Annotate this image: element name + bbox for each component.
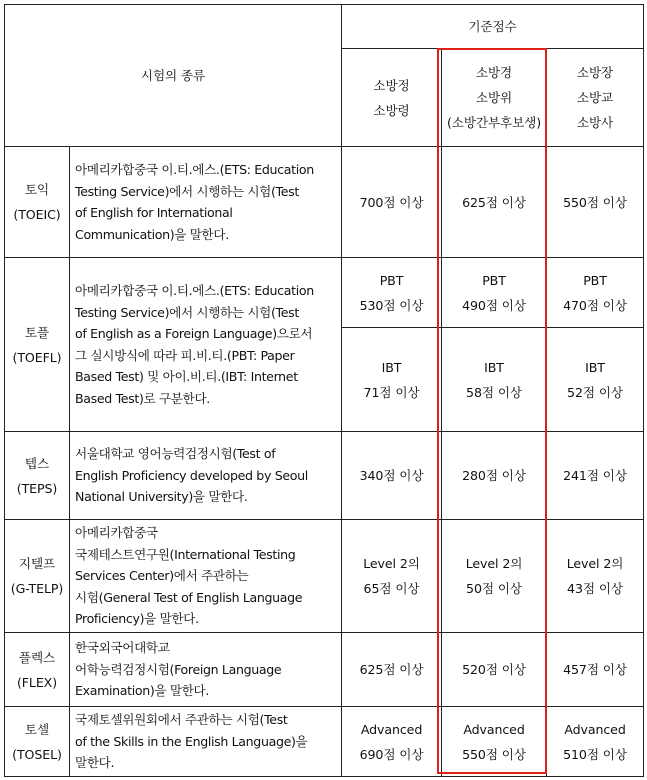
table-row-toeic xyxy=(5,147,644,258)
score-gtelp-b: Level 2의 50점 이상 xyxy=(442,520,547,633)
exam-name-teps: 텝스 (TEPS) xyxy=(5,432,70,520)
header-col-a: 소방정 소방령 xyxy=(342,49,442,147)
exam-desc-gtelp: 아메리카합중국 국제테스트연구원(International Testing Services Center)에서 주관하는 시험(General Test of English Language Proficiency)을 말한다. xyxy=(70,520,342,633)
score-table xyxy=(4,4,644,777)
table-row-gtelp xyxy=(5,520,644,633)
score-toeic-b: 625점 이상 xyxy=(442,147,547,258)
score-teps-c: 241점 이상 xyxy=(547,432,644,520)
exam-name-toefl: 토플 (TOEFL) xyxy=(5,258,70,432)
exam-desc-toefl: 아메리카합중국 이.티.에스.(ETS: Education Testing Service)에서 시행하는 시험(Test of English as a Foreign Language)으로서 그 실시방식에 따라 피.비.티.(PBT: Paper Based Test) 및 아이.비.티.(IBT: Internet Based Test)로 구분한다. xyxy=(70,258,342,432)
header-exam-type: 시험의 종류 xyxy=(5,5,342,147)
exam-desc-teps: 서울대학교 영어능력검정시험(Test of English Proficiency developed by Seoul National University)을 말한다. xyxy=(70,432,342,520)
header-col-c: 소방장 소방교 소방사 xyxy=(547,49,644,147)
score-toefl-ibt-b: IBT 58점 이상 xyxy=(442,328,547,432)
exam-desc-toeic: 아메리카합중국 이.티.에스.(ETS: Education Testing Service)에서 시행하는 시험(Test of English for International Communication)을 말한다. xyxy=(70,147,342,258)
score-toefl-ibt-a: IBT 71점 이상 xyxy=(342,328,442,432)
score-flex-b: 520점 이상 xyxy=(442,633,547,707)
table-row-flex xyxy=(5,633,644,707)
score-teps-b: 280점 이상 xyxy=(442,432,547,520)
score-tosel-a: Advanced 690점 이상 xyxy=(342,707,442,777)
table-row-teps xyxy=(5,432,644,520)
score-toefl-pbt-c: PBT 470점 이상 xyxy=(547,258,644,328)
header-col-b: 소방경 소방위 (소방간부후보생) xyxy=(442,49,547,147)
table-row-toefl xyxy=(5,258,644,328)
score-teps-a: 340점 이상 xyxy=(342,432,442,520)
score-flex-c: 457점 이상 xyxy=(547,633,644,707)
score-toefl-pbt-b: PBT 490점 이상 xyxy=(442,258,547,328)
exam-name-toeic: 토익 (TOEIC) xyxy=(5,147,70,258)
exam-desc-tosel: 국제토셀위원회에서 주관하는 시험(Test of the Skills in the English Language)을 말한다. xyxy=(70,707,342,777)
score-flex-a: 625점 이상 xyxy=(342,633,442,707)
score-toefl-pbt-a: PBT 530점 이상 xyxy=(342,258,442,328)
table-row-tosel xyxy=(5,707,644,777)
score-toeic-c: 550점 이상 xyxy=(547,147,644,258)
exam-name-tosel: 토셀 (TOSEL) xyxy=(5,707,70,777)
score-tosel-c: Advanced 510점 이상 xyxy=(547,707,644,777)
exam-name-flex: 플렉스 (FLEX) xyxy=(5,633,70,707)
score-gtelp-c: Level 2의 43점 이상 xyxy=(547,520,644,633)
exam-name-gtelp: 지텔프 (G-TELP) xyxy=(5,520,70,633)
score-toeic-a: 700점 이상 xyxy=(342,147,442,258)
exam-desc-flex: 한국외국어대학교 어학능력검정시험(Foreign Language Examination)을 말한다. xyxy=(70,633,342,707)
score-gtelp-a: Level 2의 65점 이상 xyxy=(342,520,442,633)
score-tosel-b: Advanced 550점 이상 xyxy=(442,707,547,777)
score-toefl-ibt-c: IBT 52점 이상 xyxy=(547,328,644,432)
header-standard-score: 기준점수 xyxy=(342,5,644,49)
